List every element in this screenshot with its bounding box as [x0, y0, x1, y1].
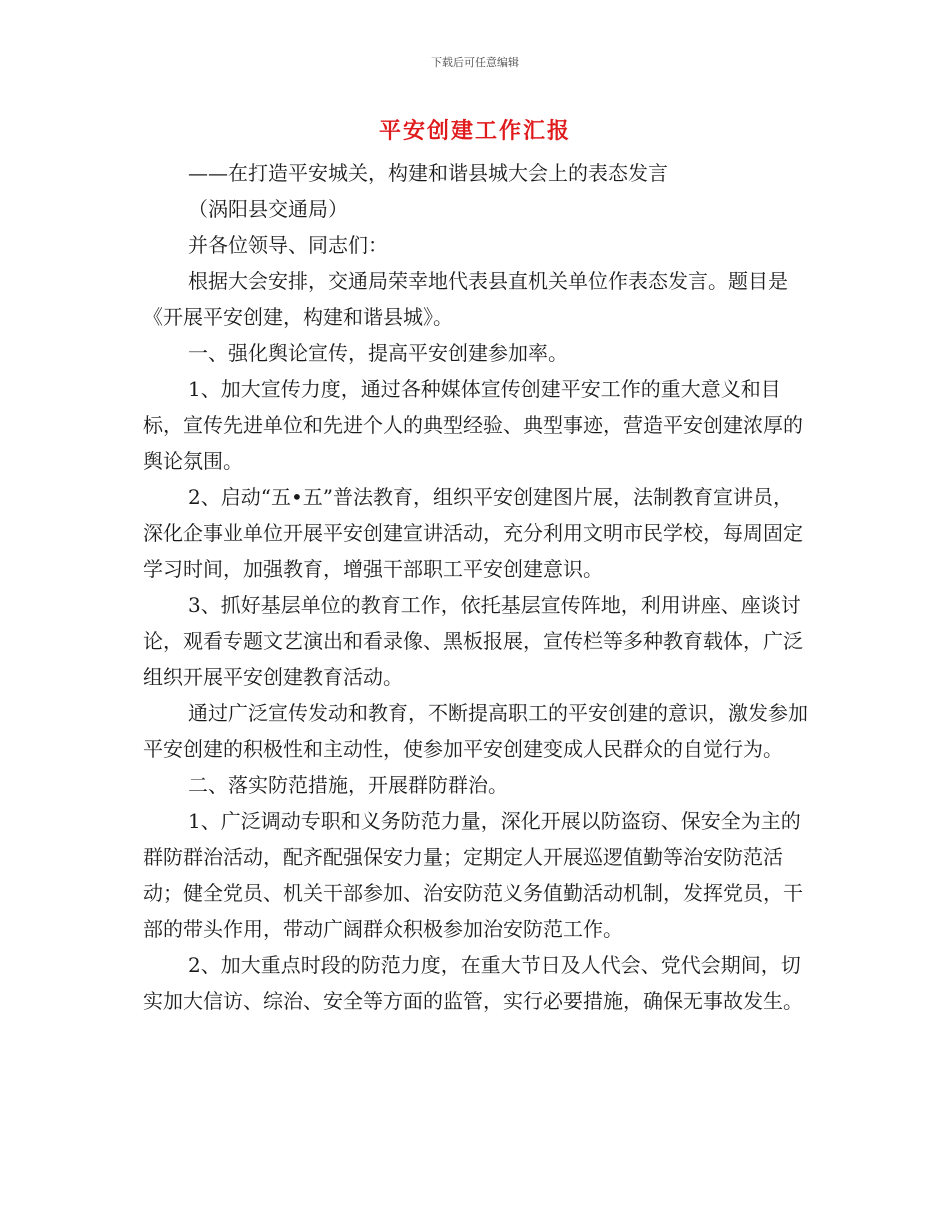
- document-title: 平安创建工作汇报: [378, 118, 571, 144]
- paragraph-1-3: 3、抓好基层单位的教育工作，依托基层宣传阵地，利用讲座、座谈讨论，观看专题文艺演出和看录像、黑板报展，宣传栏等多种教育载体，广泛组织开展平安创建教育活动。: [143, 593, 803, 689]
- paragraph-1-1: 1、加大宣传力度，通过各种媒体宣传创建平安工作的重大意义和目标，宣传先进单位和先进个人的典型经验、典型事迹，营造平安创建浓厚的舆论氛围。: [143, 377, 803, 473]
- subtitle-line: ——在打造平安城关，构建和谐县城大会上的表态发言: [188, 161, 668, 185]
- paragraph-intro: 根据大会安排，交通局荣幸地代表县直机关单位作表态发言。题目是《开展平安创建，构建和谐县城》。: [143, 269, 788, 329]
- paragraph-1-summary: 通过广泛宣传发动和教育，不断提高职工的平安创建的意识，激发参加平安创建的积极性和主动性，使参加平安创建变成人民群众的自觉行为。: [143, 701, 808, 761]
- paragraph-2-2: 2、加大重点时段的防范力度，在重大节日及人代会、党代会期间，切实加大信访、综治、安全等方面的监管，实行必要措施，确保无事故发生。: [143, 953, 803, 1013]
- paragraph-1-2: 2、启动“五•五”普法教育，组织平安创建图片展，法制教育宣讲员，深化企事业单位开展平安创建宣讲活动，充分利用文明市民学校，每周固定学习时间，加强教育，增强干部职工平安创建意识。: [143, 485, 803, 581]
- paragraph-2-1: 1、广泛调动专职和义务防范力量，深化开展以防盗窃、保安全为主的群防群治活动，配齐配强保安力量；定期定人开展巡逻值勤等治安防范活动；健全党员、机关干部参加、治安防范义务值勤活动机制，发挥党员，干部的带头作用，带动广阔群众积极参加治安防范工作。: [143, 809, 803, 941]
- document-body: [143, 155, 811, 1019]
- organization-line: （涡阳县交通局）: [188, 197, 348, 221]
- section-heading-1: 一、强化舆论宣传，提高平安创建参加率。: [188, 341, 568, 365]
- greeting-line: 并各位领导、同志们：: [188, 233, 388, 257]
- section-heading-2: 二、落实防范措施，开展群防群治。: [188, 773, 508, 797]
- header-note: 下载后可任意编辑: [431, 56, 519, 69]
